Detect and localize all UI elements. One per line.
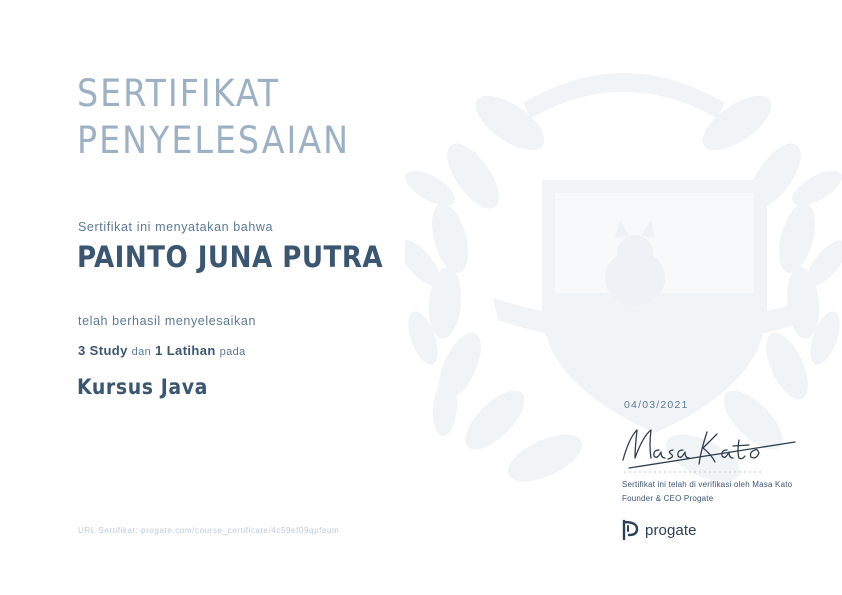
connector-on: pada — [219, 346, 246, 358]
progate-logo-icon — [622, 519, 640, 541]
recipient-name: PAINTO JUNA PUTRA — [77, 240, 384, 274]
verified-by-text: Sertifikat ini telah di verifikasi oleh Masa Kato — [622, 480, 793, 489]
signer-title: Founder & CEO Progate — [622, 494, 714, 503]
exercise-count: 1 Latihan — [155, 343, 216, 358]
title-line-2: PENYELESAIAN — [77, 119, 350, 162]
progate-logo — [622, 518, 697, 542]
certificate-title — [77, 70, 350, 164]
connector-and: dan — [131, 346, 152, 358]
intro-text: Sertifikat ini menyatakan bahwa — [78, 220, 274, 234]
certificate-url: URL Sertifikat: progate.com/course_certificate/4c59ef09qpfeum — [78, 526, 340, 535]
logo-text: progate — [645, 521, 697, 539]
study-count: 3 Study — [78, 343, 128, 358]
title-line-1: SERTIFIKAT — [77, 72, 281, 115]
signature-image — [615, 420, 805, 478]
completion-counts — [78, 343, 246, 358]
certificate-date: 04/03/2021 — [624, 399, 689, 411]
course-name: Kursus Java — [77, 375, 209, 399]
completed-text: telah berhasil menyelesaikan — [78, 314, 257, 328]
